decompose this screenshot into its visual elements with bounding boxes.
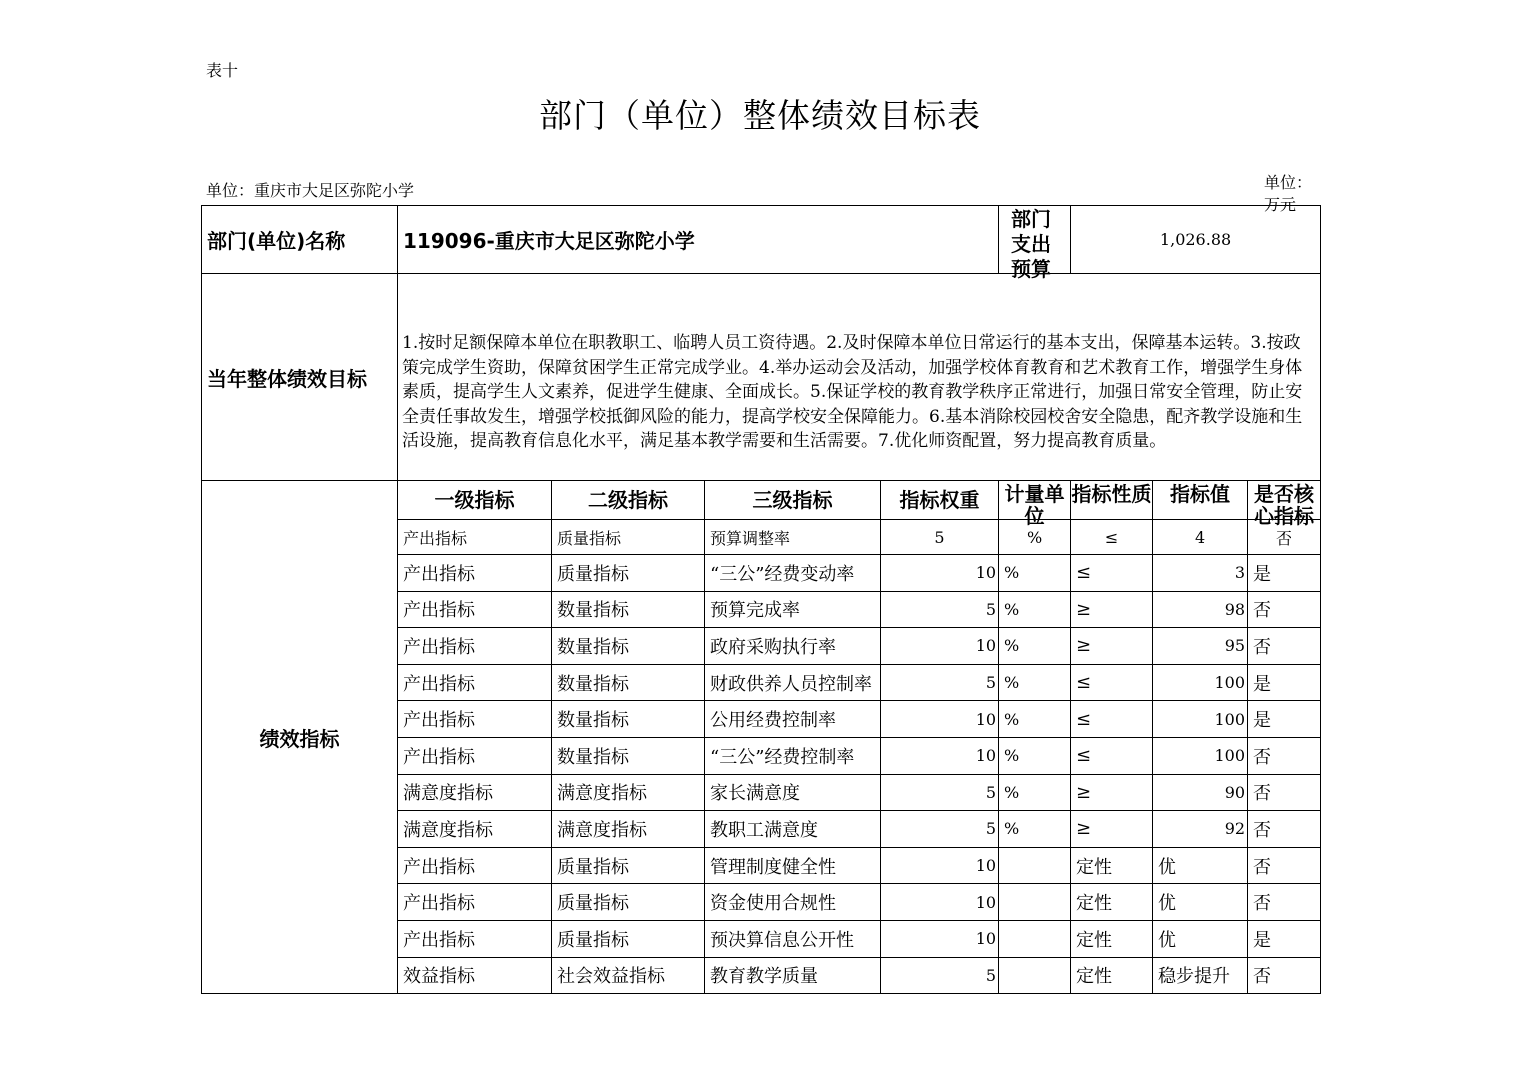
cell-weight: 10 xyxy=(881,847,999,884)
cell-unit: % xyxy=(999,774,1071,811)
cell-unit: % xyxy=(999,811,1071,848)
goal-row xyxy=(202,274,1321,481)
annual-goal-text: 1.按时足额保障本单位在职教职工、临聘人员工资待遇。2.及时保障本单位日常运行的基本支出，保障基本运转。3.按政策完成学生资助，保障贫困学生正常完成学业。4.举办运动会及活动，加强学校体育教育和艺术教育工作，增强学生身体素质，提高学生人文素养，促进学生健康、全面成长。5.保证学校的教育教学秩序正常进行，加强日常安全管理，防止安全责任事故发生，增强学校抵御风险的能力，提高学校安全保障能力。6.基本消除校园校舍安全隐患，配齐教学设施和生活设施，提高教育信息化水平，满足基本教学需要和生活需要。7.优化师资配置，努力提高教育质量。 xyxy=(402,333,1303,452)
cell-l3: 公用经费控制率 xyxy=(705,701,881,738)
dept-name-value: 119096-重庆市大足区弥陀小学 xyxy=(398,206,999,274)
unit-org-label: 单位：重庆市大足区弥陀小学 xyxy=(206,181,415,200)
cell-l2: 满意度指标 xyxy=(552,811,705,848)
cell-l1: 产出指标 xyxy=(398,591,552,628)
cell-l2: 数量指标 xyxy=(552,591,705,628)
cell-l3: 教育教学质量 xyxy=(705,957,881,994)
cell-l1: 产出指标 xyxy=(398,664,552,701)
dept-budget-label xyxy=(999,206,1071,281)
column-header-text: 一级指标 xyxy=(434,488,515,512)
cell-l3: 财政供养人员控制率 xyxy=(705,664,881,701)
cell-nature: ≥ xyxy=(1071,811,1153,848)
cell-l2: 质量指标 xyxy=(552,555,705,592)
cell-core: 否 xyxy=(1248,520,1321,555)
column-header-core xyxy=(1248,481,1321,528)
cell-l1: 产出指标 xyxy=(398,920,552,957)
cell-nature: 定性 xyxy=(1071,957,1153,994)
cell-l3: 政府采购执行率 xyxy=(705,628,881,665)
cell-weight: 10 xyxy=(881,737,999,774)
indicator-section-label: 绩效指标 xyxy=(202,481,398,994)
column-header-unit xyxy=(999,481,1071,528)
cell-value: 优 xyxy=(1153,920,1248,957)
cell-weight: 5 xyxy=(881,774,999,811)
cell-l1: 产出指标 xyxy=(398,737,552,774)
cell-nature: ≤ xyxy=(1071,664,1153,701)
cell-core: 是 xyxy=(1248,555,1321,592)
cell-value: 稳步提升 xyxy=(1153,957,1248,994)
cell-l2: 数量指标 xyxy=(552,701,705,738)
column-header-level2 xyxy=(552,481,705,520)
cell-nature: 定性 xyxy=(1071,847,1153,884)
column-header-text: 指标权重 xyxy=(899,488,980,512)
cell-core: 是 xyxy=(1248,701,1321,738)
cell-weight: 5 xyxy=(881,811,999,848)
column-header-weight xyxy=(881,481,999,520)
cell-core: 否 xyxy=(1248,811,1321,848)
cell-l3: 预算调整率 xyxy=(705,520,881,555)
cell-l2: 质量指标 xyxy=(552,920,705,957)
cell-weight: 5 xyxy=(881,591,999,628)
cell-l3: 家长满意度 xyxy=(705,774,881,811)
cell-weight: 10 xyxy=(881,920,999,957)
cell-l2: 满意度指标 xyxy=(552,774,705,811)
cell-weight: 10 xyxy=(881,555,999,592)
cell-nature: ≥ xyxy=(1071,774,1153,811)
dept-name-label: 部门(单位)名称 xyxy=(202,206,398,274)
cell-l1: 产出指标 xyxy=(398,701,552,738)
cell-l3: “三公”经费控制率 xyxy=(705,737,881,774)
cell-l1: 满意度指标 xyxy=(398,811,552,848)
cell-value: 4 xyxy=(1153,520,1248,555)
cell-nature: ≤ xyxy=(1071,737,1153,774)
cell-value: 优 xyxy=(1153,884,1248,921)
cell-nature: ≤ xyxy=(1071,555,1153,592)
column-header-value xyxy=(1153,481,1248,520)
cell-value: 优 xyxy=(1153,847,1248,884)
cell-value: 100 xyxy=(1153,664,1248,701)
cell-l2: 社会效益指标 xyxy=(552,957,705,994)
cell-l1: 满意度指标 xyxy=(398,774,552,811)
dept-budget-label-text: 部门支出预算 xyxy=(1011,206,1052,281)
column-header-text: 指标性质 xyxy=(1071,482,1152,506)
cell-l2: 质量指标 xyxy=(552,847,705,884)
column-header-text: 二级指标 xyxy=(588,488,668,512)
cell-core: 否 xyxy=(1248,884,1321,921)
cell-weight: 10 xyxy=(881,701,999,738)
cell-value: 90 xyxy=(1153,774,1248,811)
cell-l3: 预算完成率 xyxy=(705,591,881,628)
cell-weight: 10 xyxy=(881,884,999,921)
cell-weight: 5 xyxy=(881,664,999,701)
cell-value: 92 xyxy=(1153,811,1248,848)
annual-goal-label: 当年整体绩效目标 xyxy=(202,274,398,481)
cell-l3: 预决算信息公开性 xyxy=(705,920,881,957)
cell-l1: 产出指标 xyxy=(398,847,552,884)
annual-goal-cell xyxy=(398,274,1321,481)
cell-unit: % xyxy=(999,664,1071,701)
cell-nature: 定性 xyxy=(1071,920,1153,957)
cell-weight: 10 xyxy=(881,628,999,665)
cell-weight: 5 xyxy=(881,957,999,994)
cell-unit xyxy=(999,957,1071,994)
cell-unit xyxy=(999,884,1071,921)
cell-l2: 数量指标 xyxy=(552,664,705,701)
table-number: 表十 xyxy=(206,61,239,80)
column-header-level1 xyxy=(398,481,552,520)
indicator-header-row xyxy=(202,481,1321,520)
cell-l3: 教职工满意度 xyxy=(705,811,881,848)
cell-unit: % xyxy=(999,591,1071,628)
column-header-text: 指标值 xyxy=(1170,482,1231,506)
cell-unit: % xyxy=(999,555,1071,592)
cell-core: 否 xyxy=(1248,737,1321,774)
cell-core: 否 xyxy=(1248,957,1321,994)
cell-core: 否 xyxy=(1248,774,1321,811)
cell-value: 100 xyxy=(1153,737,1248,774)
cell-l3: 管理制度健全性 xyxy=(705,847,881,884)
column-header-text: 三级指标 xyxy=(752,488,833,512)
cell-l1: 效益指标 xyxy=(398,957,552,994)
cell-unit xyxy=(999,847,1071,884)
cell-unit xyxy=(999,920,1071,957)
unit-currency-label: 单位：万元 xyxy=(1264,173,1313,214)
cell-l2: 数量指标 xyxy=(552,628,705,665)
cell-l1: 产出指标 xyxy=(398,628,552,665)
cell-core: 是 xyxy=(1248,664,1321,701)
performance-target-table xyxy=(201,205,1321,994)
cell-unit: % xyxy=(999,628,1071,665)
cell-l1: 产出指标 xyxy=(398,520,552,555)
cell-l2: 数量指标 xyxy=(552,737,705,774)
cell-l1: 产出指标 xyxy=(398,884,552,921)
cell-unit: % xyxy=(999,737,1071,774)
cell-nature: ≤ xyxy=(1071,520,1153,555)
dept-budget-value: 1,026.88 xyxy=(1071,206,1321,274)
cell-core: 是 xyxy=(1248,920,1321,957)
cell-nature: ≥ xyxy=(1071,591,1153,628)
page-title: 部门（单位）整体绩效目标表 xyxy=(539,96,981,135)
cell-value: 95 xyxy=(1153,628,1248,665)
cell-l1: 产出指标 xyxy=(398,555,552,592)
cell-unit: % xyxy=(999,701,1071,738)
cell-l2: 质量指标 xyxy=(552,520,705,555)
cell-weight: 5 xyxy=(881,520,999,555)
cell-core: 否 xyxy=(1248,628,1321,665)
column-header-text: 计量单位 xyxy=(1004,482,1065,528)
cell-l3: 资金使用合规性 xyxy=(705,884,881,921)
cell-nature: 定性 xyxy=(1071,884,1153,921)
cell-nature: ≥ xyxy=(1071,628,1153,665)
column-header-text: 是否核心指标 xyxy=(1254,482,1315,528)
cell-core: 否 xyxy=(1248,591,1321,628)
cell-l3: “三公”经费变动率 xyxy=(705,555,881,592)
column-header-level3 xyxy=(705,481,881,520)
cell-value: 3 xyxy=(1153,555,1248,592)
column-header-nature xyxy=(1071,481,1153,520)
cell-value: 98 xyxy=(1153,591,1248,628)
cell-l2: 质量指标 xyxy=(552,884,705,921)
cell-unit: % xyxy=(999,520,1071,555)
name-row xyxy=(202,206,1321,274)
cell-core: 否 xyxy=(1248,847,1321,884)
cell-value: 100 xyxy=(1153,701,1248,738)
cell-nature: ≤ xyxy=(1071,701,1153,738)
